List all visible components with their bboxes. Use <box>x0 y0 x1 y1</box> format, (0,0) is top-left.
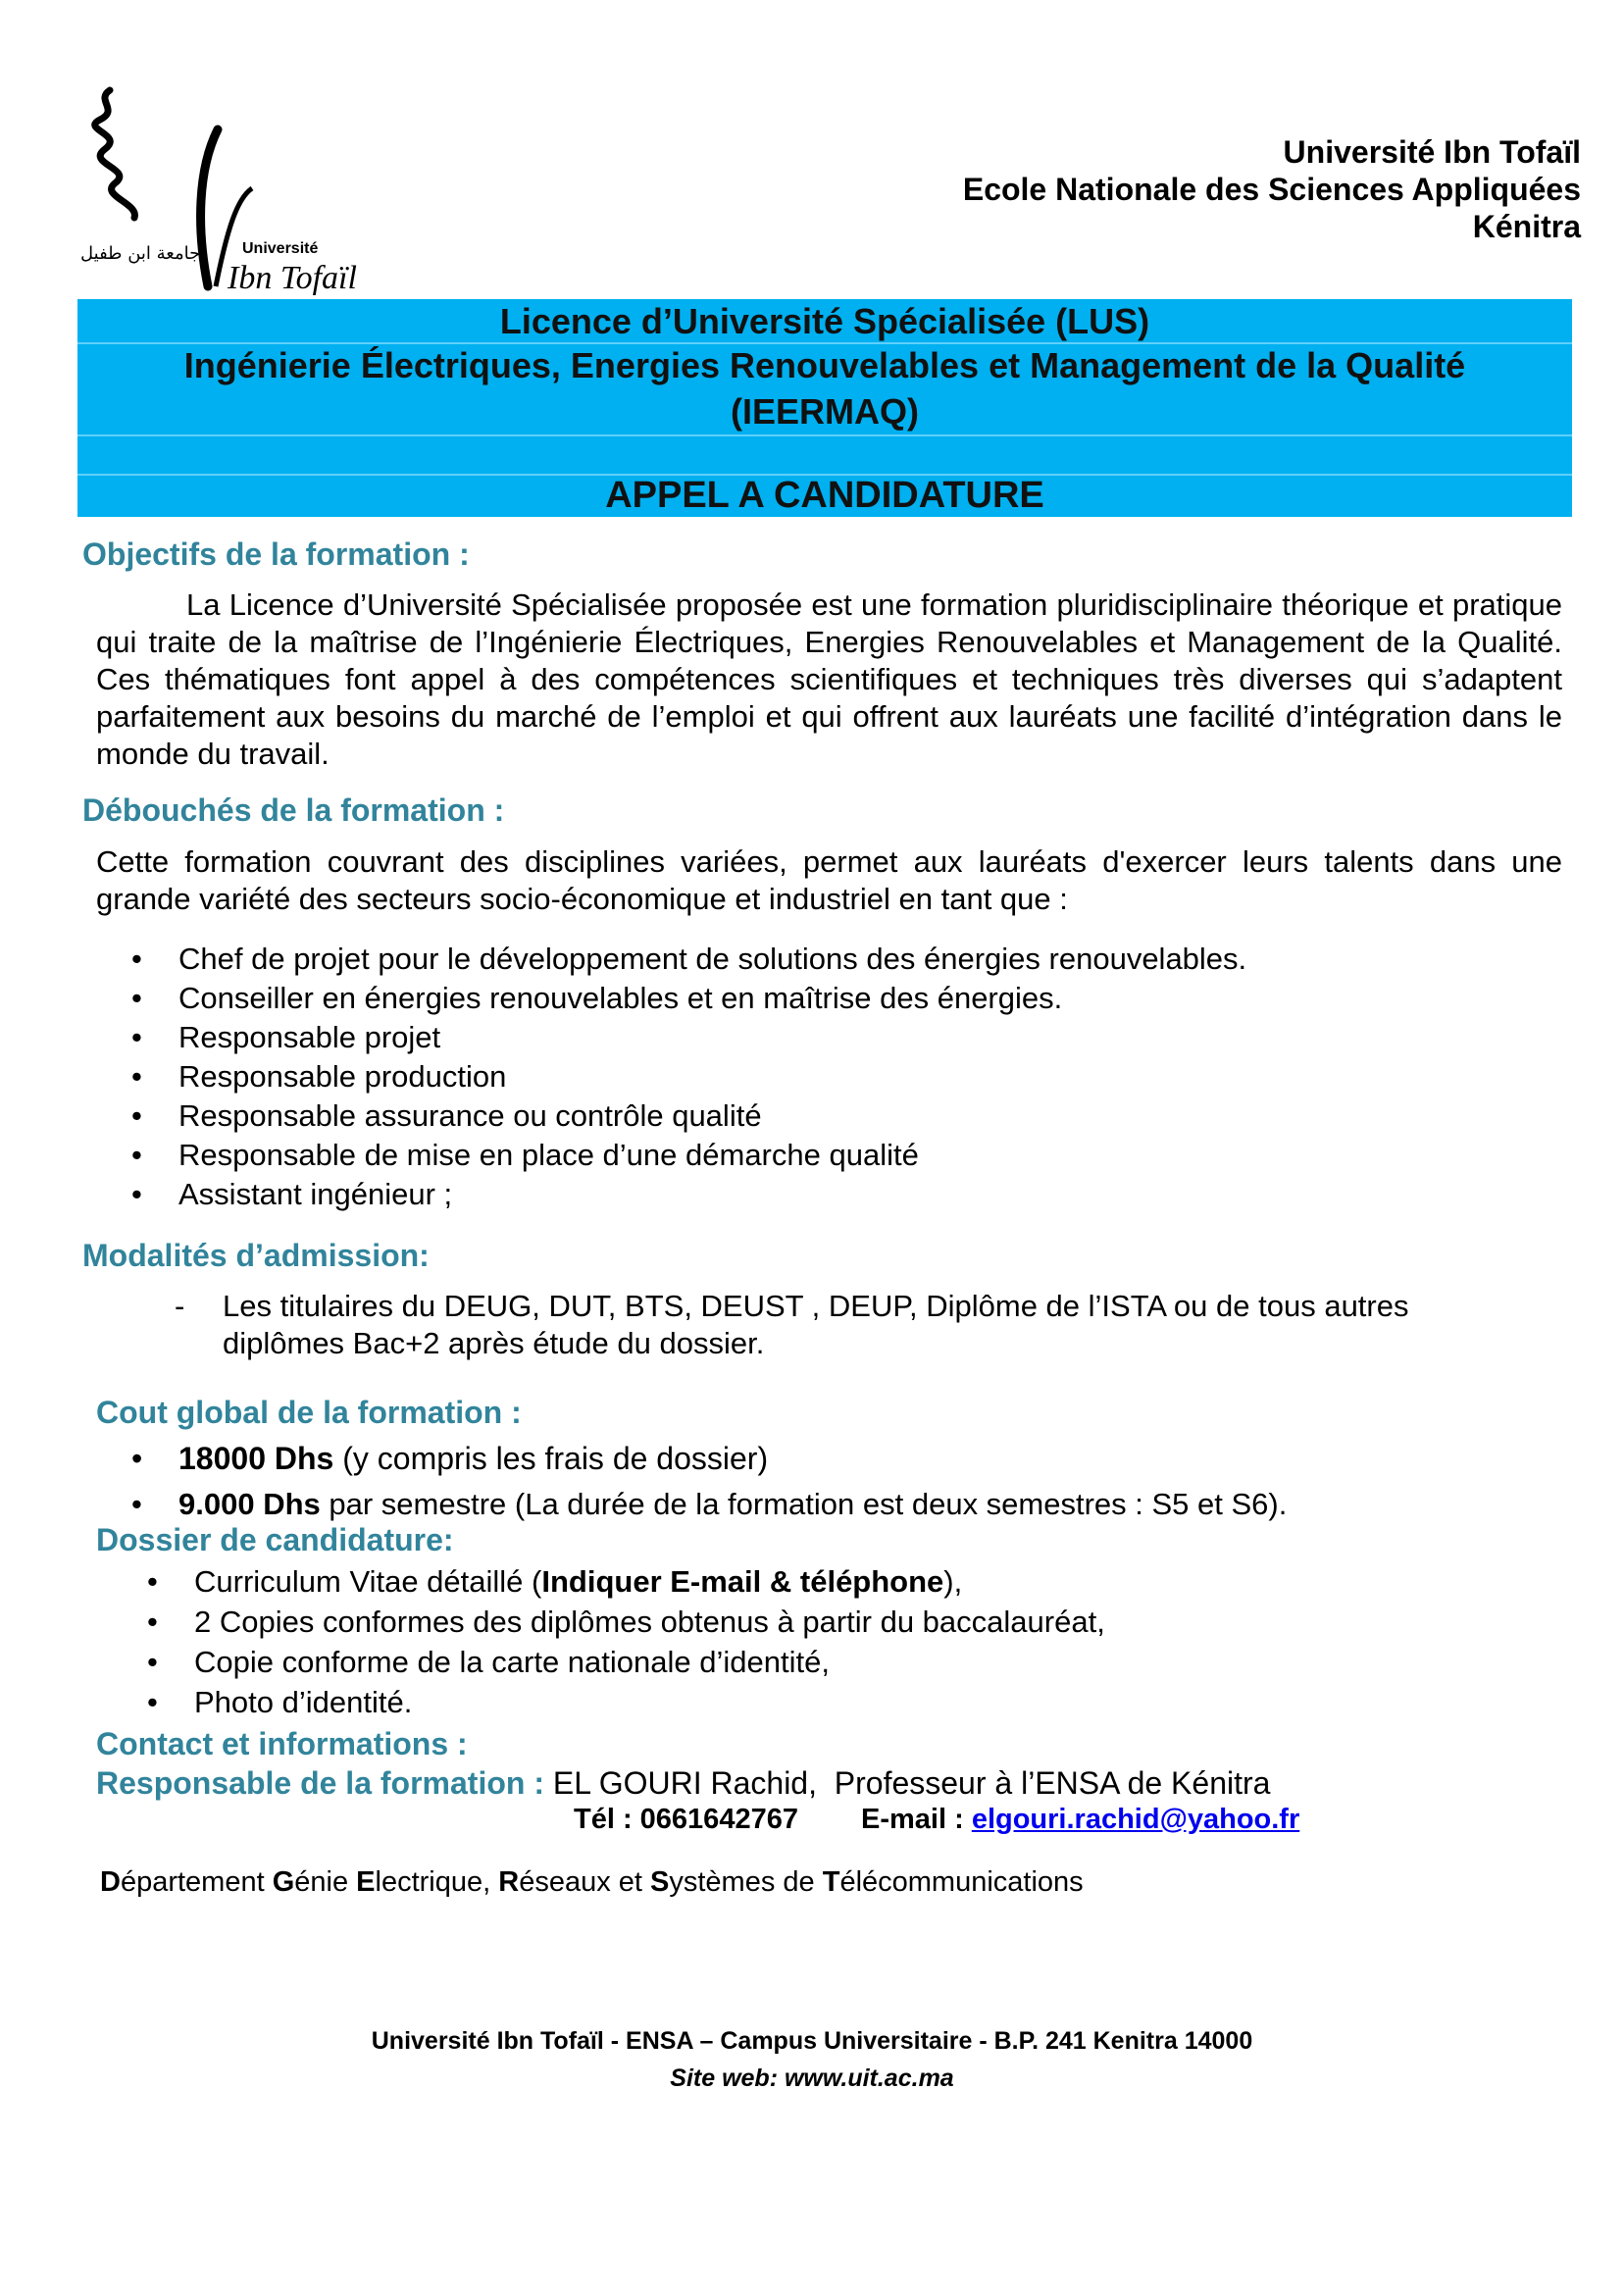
city-name: Kénitra <box>1472 209 1581 244</box>
list-item: • Photo d’identité. <box>194 1682 1548 1722</box>
department-text-part: S <box>650 1866 670 1898</box>
cost-list <box>178 1436 1551 1524</box>
footer-website: Site web: www.uit.ac.ma <box>670 2065 954 2092</box>
department-text-part: G <box>272 1866 295 1898</box>
responsable-name: EL GOURI Rachid, Professeur à l’ENSA de Kénitra <box>543 1765 1271 1801</box>
department-text-part: D <box>100 1866 121 1898</box>
list-item <box>194 1561 1548 1602</box>
logo-universite-text: Université <box>242 240 319 257</box>
responsable-line <box>96 1763 1270 1803</box>
objectives-heading: Objectifs de la formation : <box>82 536 470 572</box>
careers-intro: Cette formation couvrant des disciplines variées, permet aux lauréats d'exercer leurs talents dans une grande variété des secteurs socio-économique et industriel en tant que : <box>96 844 1562 916</box>
careers-heading: Débouchés de la formation : <box>82 792 505 828</box>
list-item: • Conseiller en énergies renouvelables et en maîtrise des énergies. <box>178 979 1551 1018</box>
logo-calligraphy-icon <box>80 80 357 306</box>
list-item: • Responsable de mise en place d’une démarche qualité <box>178 1136 1551 1175</box>
department-text-part: épartement <box>120 1866 273 1898</box>
department-text-part: lectrique, <box>375 1866 499 1898</box>
school-name: Ecole Nationale des Sciences Appliquées <box>962 172 1581 207</box>
banner-divider <box>77 434 1572 436</box>
careers-list <box>178 940 1551 1214</box>
list-item <box>178 1485 1551 1524</box>
program-subtitle: Ingénierie Électriques, Energies Renouvelables et Management de la Qualité <box>183 345 1466 385</box>
department-name <box>100 1863 1084 1901</box>
university-name: Université Ibn Tofaïl <box>1283 134 1581 170</box>
university-logo <box>80 80 357 306</box>
contact-heading: Contact et informations : <box>96 1726 468 1761</box>
list-item: • 2 Copies conformes des diplômes obtenus à partir du baccalauréat, <box>194 1602 1548 1642</box>
list-item: • Copie conforme de la carte nationale d’identité, <box>194 1642 1548 1682</box>
list-item: • Responsable production <box>178 1057 1551 1096</box>
department-text-part: éseaux et <box>519 1866 651 1898</box>
list-item: • Responsable assurance ou contrôle qualité <box>178 1096 1551 1136</box>
department-text-part: énie <box>294 1866 357 1898</box>
institution-header <box>963 133 1581 245</box>
admission-text: Les titulaires du DEUG, DUT, BTS, DEUST , DEUP, Diplôme de l’ISTA ou de tous autres diplômes Bac+2 après étude du dossier. <box>223 1289 1409 1360</box>
cost-semester-note: par semestre (La durée de la formation est deux semestres : S5 et S6). <box>320 1487 1288 1521</box>
department-text-part: E <box>356 1866 376 1898</box>
department-text-part: élécommunications <box>839 1866 1084 1898</box>
email-link[interactable]: elgouri.rachid@yahoo.fr <box>971 1804 1300 1835</box>
admission-heading: Modalités d’admission: <box>82 1238 430 1273</box>
list-item: • Chef de projet pour le développement de solutions des énergies renouvelables. <box>178 940 1551 979</box>
list-item <box>178 1436 1551 1481</box>
footer-address: Université Ibn Tofaïl - ENSA – Campus Universitaire - B.P. 241 Kenitra 14000 <box>371 2027 1253 2055</box>
list-item: • Responsable projet <box>178 1018 1551 1057</box>
application-file-heading: Dossier de candidature: <box>96 1522 454 1557</box>
objectives-text: La Licence d’Université Spécialisée proposée est une formation pluridisciplinaire théorique et pratique qui traite de la maîtrise de l’Ingénierie Électriques, Energies Renouvelables et Management de la Qualité. Ces thématiques font appel à des compétences scientifiques et techniques très diverses qui s’adaptent parfaitement aux besoins du marché de l’emploi et qui offrent aux lauréats une facilité d’intégration dans le monde du travail. <box>96 587 1562 771</box>
admission-dash: - <box>175 1289 185 1323</box>
list-item: • Assistant ingénieur ; <box>178 1175 1551 1214</box>
title-banner <box>77 299 1572 517</box>
logo-latin-text: Ibn Tofaïl <box>228 260 357 296</box>
responsable-label: Responsable de la formation : <box>96 1765 544 1801</box>
logo-arabic-text: جامعة ابن طفيل <box>80 243 201 264</box>
phone-number: Tél : 0661642767 <box>574 1804 798 1835</box>
department-text-part: R <box>498 1866 520 1898</box>
cost-total-note: (y compris les frais de dossier) <box>333 1441 769 1476</box>
cv-bold-text: Indiquer E-mail & téléphone <box>541 1564 944 1599</box>
cost-total: 18000 Dhs <box>178 1441 334 1476</box>
cv-text: Curriculum Vitae détaillé ( <box>194 1564 542 1599</box>
program-acronym: (IEERMAQ) <box>731 391 919 432</box>
department-text-part: ystèmes de <box>669 1866 823 1898</box>
cost-semester: 9.000 Dhs <box>178 1487 321 1521</box>
email-line <box>861 1801 1299 1838</box>
email-label: E-mail : <box>861 1804 972 1835</box>
program-title: Licence d’Université Spécialisée (LUS) <box>499 301 1150 341</box>
call-for-applications: APPEL A CANDIDATURE <box>605 475 1044 516</box>
department-text-part: T <box>822 1866 840 1898</box>
cv-text-end: ), <box>943 1564 963 1599</box>
cost-heading: Cout global de la formation : <box>96 1395 522 1430</box>
application-file-list <box>194 1561 1548 1722</box>
